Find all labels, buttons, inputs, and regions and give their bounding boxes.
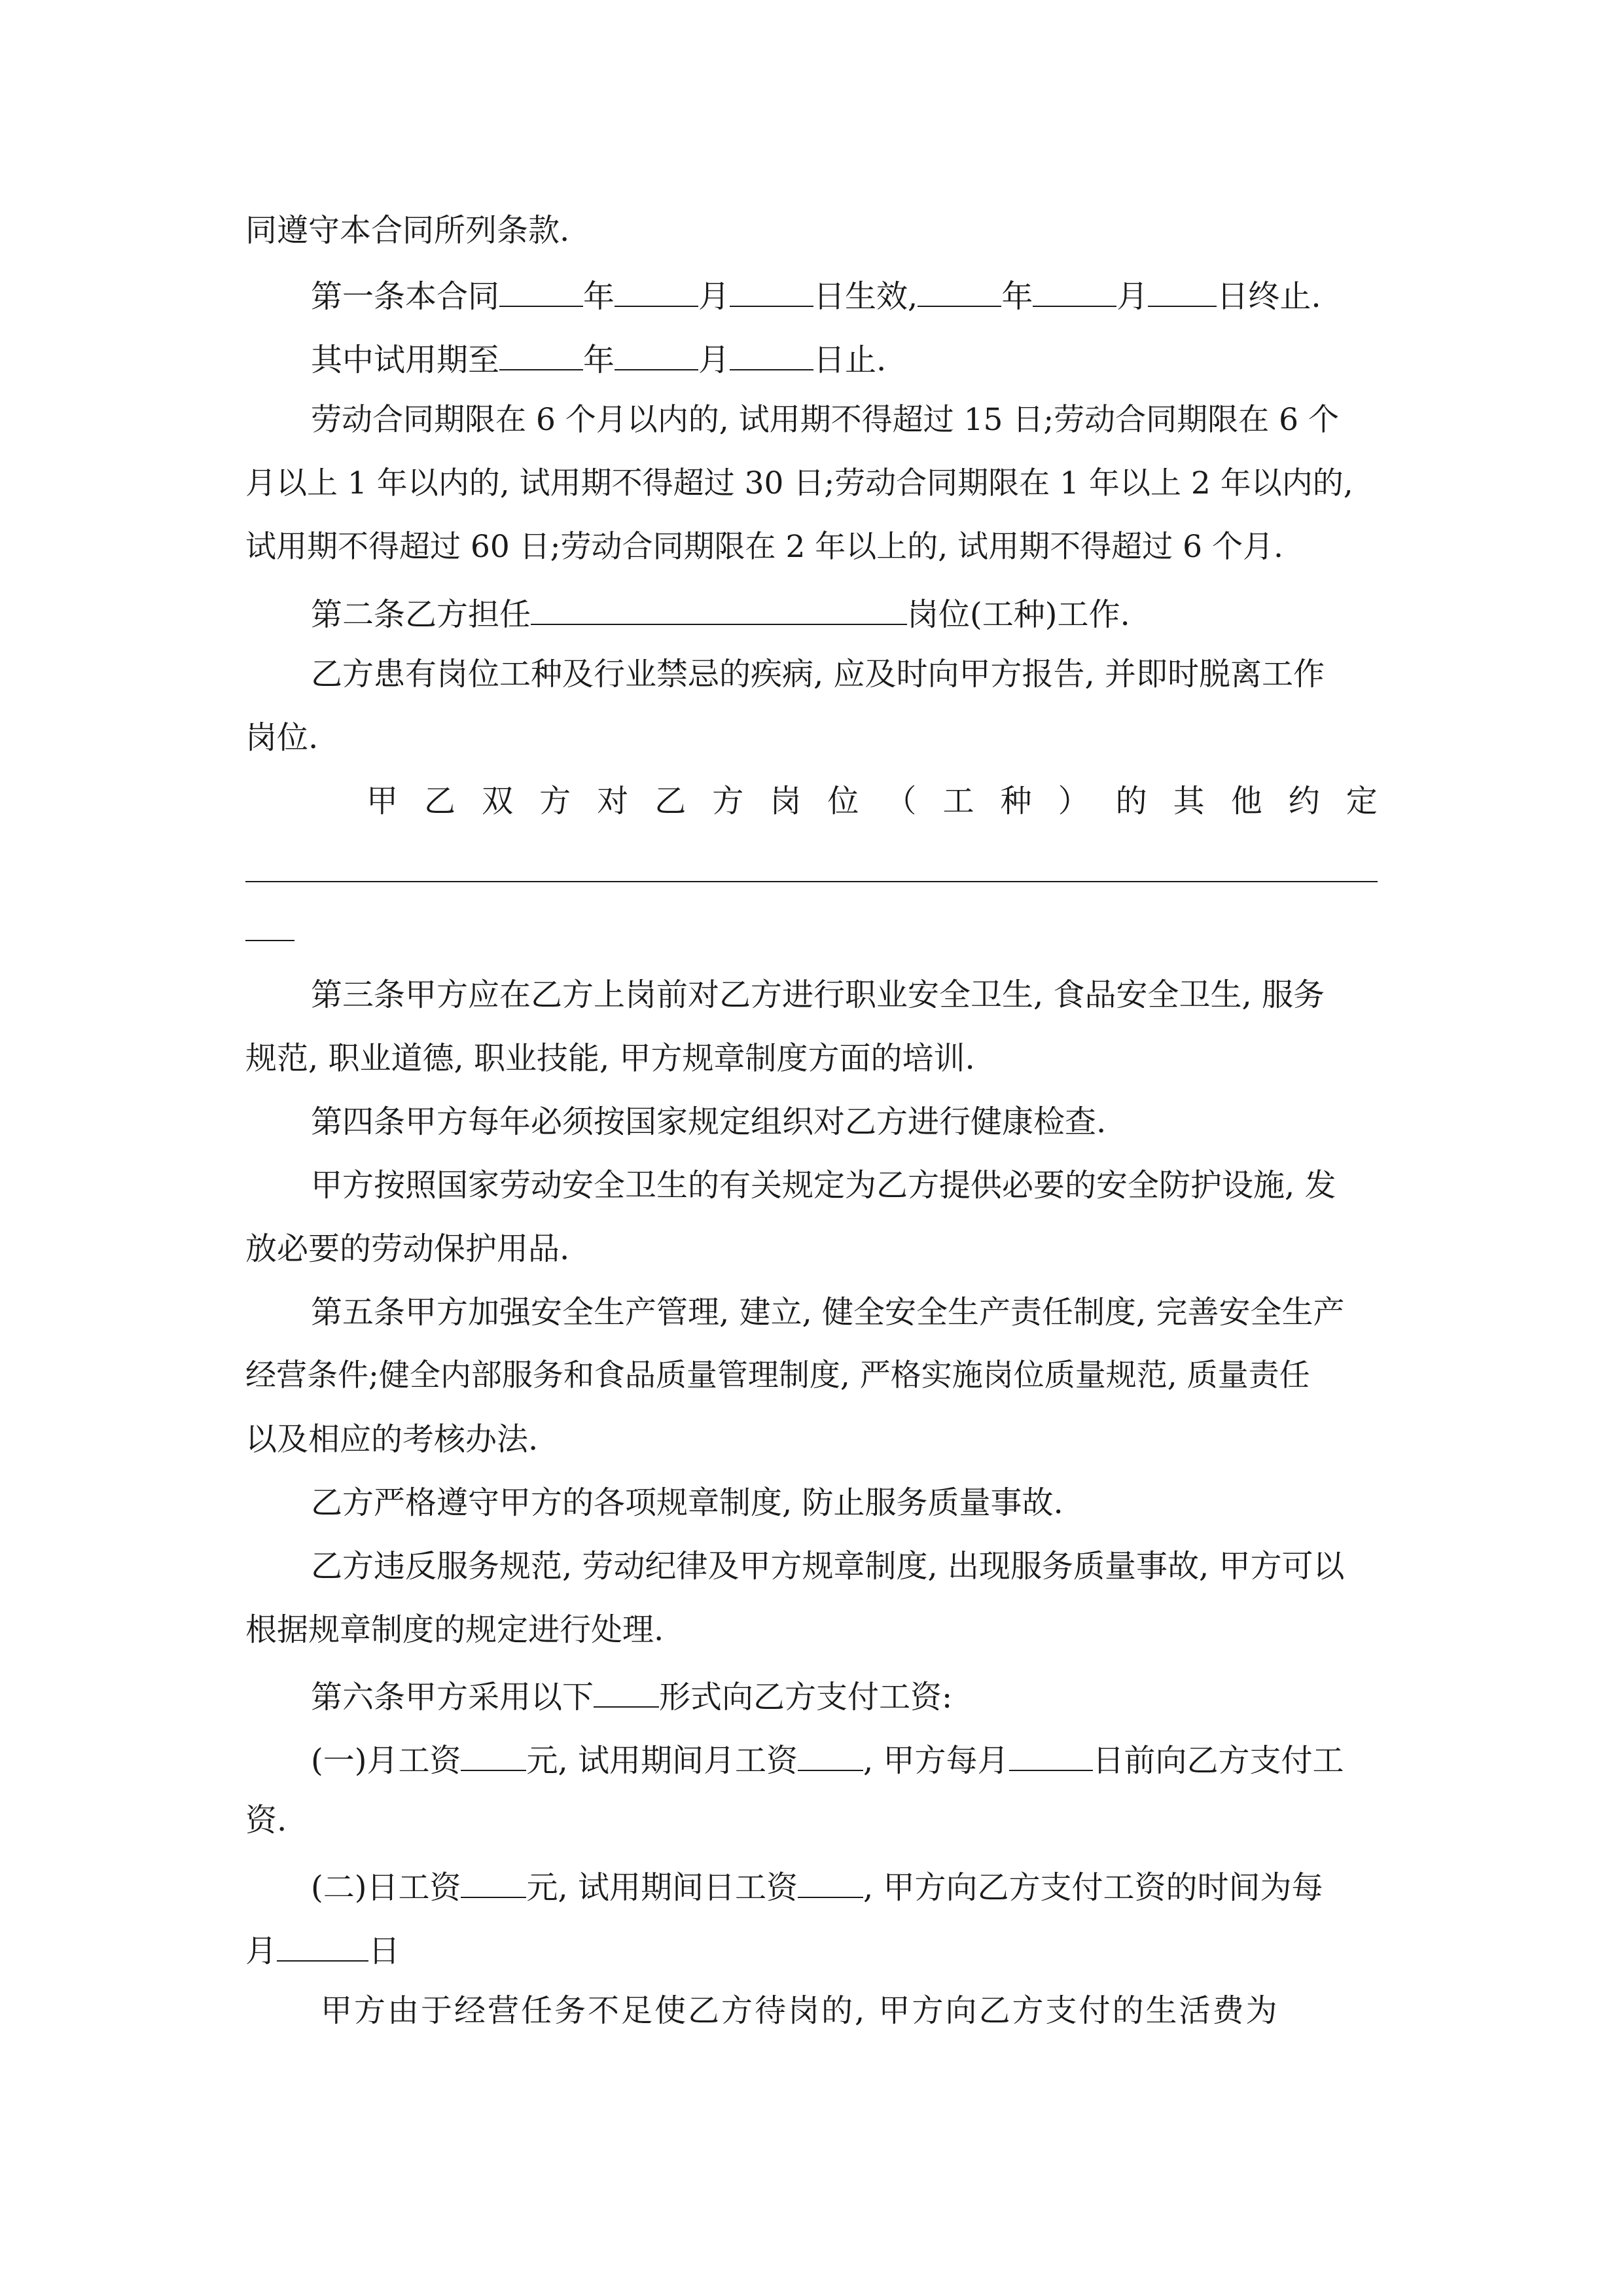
spaced-char: 甲 [366,783,399,819]
line-text: 年 [583,342,615,378]
blank-field[interactable] [277,1931,368,1962]
spaced-char: 其 [1173,783,1205,819]
text-line [311,1484,1063,1521]
spaced-text-line [366,785,1378,817]
spaced-char: 的 [1115,783,1147,819]
line-text: (一)月工资 [311,1742,461,1779]
line-text: 岗位. [245,719,319,756]
line-text: 乙方严格遵守甲方的各项规章制度, 防止服务质量事故. [311,1484,1063,1521]
line-text: 年 [583,278,615,315]
text-line [311,404,1378,436]
line-text: 规范, 职业道德, 职业技能, 甲方规章制度方面的培训. [245,1040,975,1077]
spaced-char: 工 [942,783,974,819]
spaced-char: 乙 [654,783,687,819]
line-text: 乙方违反服务规范, 劳动纪律及甲方规章制度, 出现服务质量事故, 甲方可以 [311,1548,1345,1585]
spaced-char: 位 [827,783,859,819]
text-line [245,1357,1310,1393]
text-line [245,1230,570,1267]
blank-field[interactable] [594,1677,659,1708]
spaced-char: 种 [1000,783,1032,819]
line-text: , 甲方向乙方支付工资的时间为每 [863,1869,1323,1906]
line-text: 第三条甲方应在乙方上岗前对乙方进行职业安全卫生, 食品安全卫生, 服务 [311,977,1325,1013]
line-text: 第二条乙方担任 [311,596,531,633]
blank-rule-short[interactable] [245,940,294,941]
line-text: 第五条甲方加强安全生产管理, 建立, 健全安全生产责任制度, 完善安全生产 [311,1294,1345,1331]
line-text: 乙方患有岗位工种及行业禁忌的疾病, 应及时向甲方报告, 并即时脱离工作 [311,656,1325,692]
line-text: 根据规章制度的规定进行处理. [245,1611,664,1648]
blank-field[interactable] [1009,1741,1093,1771]
line-text: 日 [368,1933,401,1969]
line-text: 第六条甲方采用以下 [311,1679,594,1715]
line-text: 岗位(工种)工作. [907,596,1130,633]
line-text: 日生效, [813,278,918,315]
spaced-char: ） [1058,783,1090,819]
blank-field[interactable] [1033,277,1116,307]
line-text: 日终止. [1217,278,1321,315]
spaced-char: 方 [539,783,571,819]
monthly-wage-line [311,1741,1344,1779]
line-text: 月 [245,1933,277,1969]
spaced-char: 他 [1230,783,1262,819]
line-text: (二)日工资 [311,1869,461,1906]
text-line [245,465,1378,501]
line-text: 元, 试用期间月工资 [526,1742,798,1779]
line-text: 甲方按照国家劳动安全卫生的有关规定为乙方提供必要的安全防护设施, 发 [311,1167,1336,1204]
line-text: 资. [245,1802,287,1839]
article-2-line [311,595,1130,633]
line-text: , 甲方每月 [863,1742,1009,1779]
line-text: 以及相应的考核办法. [245,1421,539,1458]
line-text: 形式向乙方支付工资: [659,1679,953,1715]
text-line [245,1040,975,1077]
spaced-char: （ [885,783,917,819]
daily-wage-line [311,1868,1323,1906]
blank-field[interactable] [461,1741,526,1771]
line-text: 第一条本合同 [311,278,500,315]
blank-field[interactable] [1148,277,1217,307]
blank-field[interactable] [798,1741,863,1771]
line-text: 甲方由于经营任务不足使乙方待岗的, 甲方向乙方支付的生活费为 [321,1992,1279,2029]
line-text: 同遵守本合同所列条款. [245,212,570,249]
line-text: 劳动合同期限在 6 个月以内的, 试用期不得超过 15 日;劳动合同期限在 6 个 [311,402,1339,438]
blank-field[interactable] [918,277,1001,307]
blank-field[interactable] [615,277,698,307]
probation-line [311,340,887,378]
text-line [311,658,1325,690]
text-line [311,1103,1107,1140]
line-text: 第四条甲方每年必须按国家规定组织对乙方进行健康检查. [311,1103,1107,1140]
line-text: 元, 试用期间日工资 [526,1869,798,1906]
text-line [311,1548,1345,1585]
text-line [245,1611,664,1648]
line-text: 日前向乙方支付工 [1092,1742,1344,1779]
line-text: 年 [1001,278,1033,315]
text-line [245,531,1283,563]
line-text: 月以上 1 年以内的, 试用期不得超过 30 日;劳动合同期限在 1 年以上 2 年以内的, [245,465,1353,501]
blank-rule[interactable] [245,881,1378,882]
line-text: 其中试用期至 [311,342,500,378]
blank-field[interactable] [798,1868,863,1898]
text-line [311,1294,1345,1331]
blank-field[interactable] [499,277,583,307]
blank-field[interactable] [730,340,813,370]
spaced-char: 对 [597,783,629,819]
text-line [245,1421,539,1458]
line-text: 日止. [813,342,887,378]
line-text: 月 [698,342,730,378]
line-text: 试用期不得超过 60 日;劳动合同期限在 2 年以上的, 试用期不得超过 6 个月. [245,529,1283,565]
line-text: 放必要的劳动保护用品. [245,1230,570,1267]
spaced-char: 岗 [770,783,802,819]
spaced-char: 定 [1346,783,1378,819]
text-line [321,1992,1279,2029]
blank-field[interactable] [531,595,907,625]
article-1-line [311,277,1321,315]
spaced-char: 乙 [424,783,456,819]
blank-field[interactable] [499,340,583,370]
line-text: 经营条件;健全内部服务和食品质量管理制度, 严格实施岗位质量规范, 质量责任 [245,1357,1310,1393]
blank-field[interactable] [615,340,698,370]
text-line [245,719,319,756]
spaced-char: 方 [712,783,744,819]
pay-date-line [245,1931,401,1969]
blank-field[interactable] [461,1868,526,1898]
text-line [245,1802,287,1839]
blank-field[interactable] [730,277,813,307]
line-text: 月 [1116,278,1149,315]
spaced-char: 约 [1288,783,1320,819]
line-text: 月 [698,278,730,315]
article-6-line [311,1677,953,1715]
text-line [311,979,1325,1011]
text-line [311,1167,1336,1204]
spaced-char: 双 [482,783,514,819]
text-line [245,212,570,249]
